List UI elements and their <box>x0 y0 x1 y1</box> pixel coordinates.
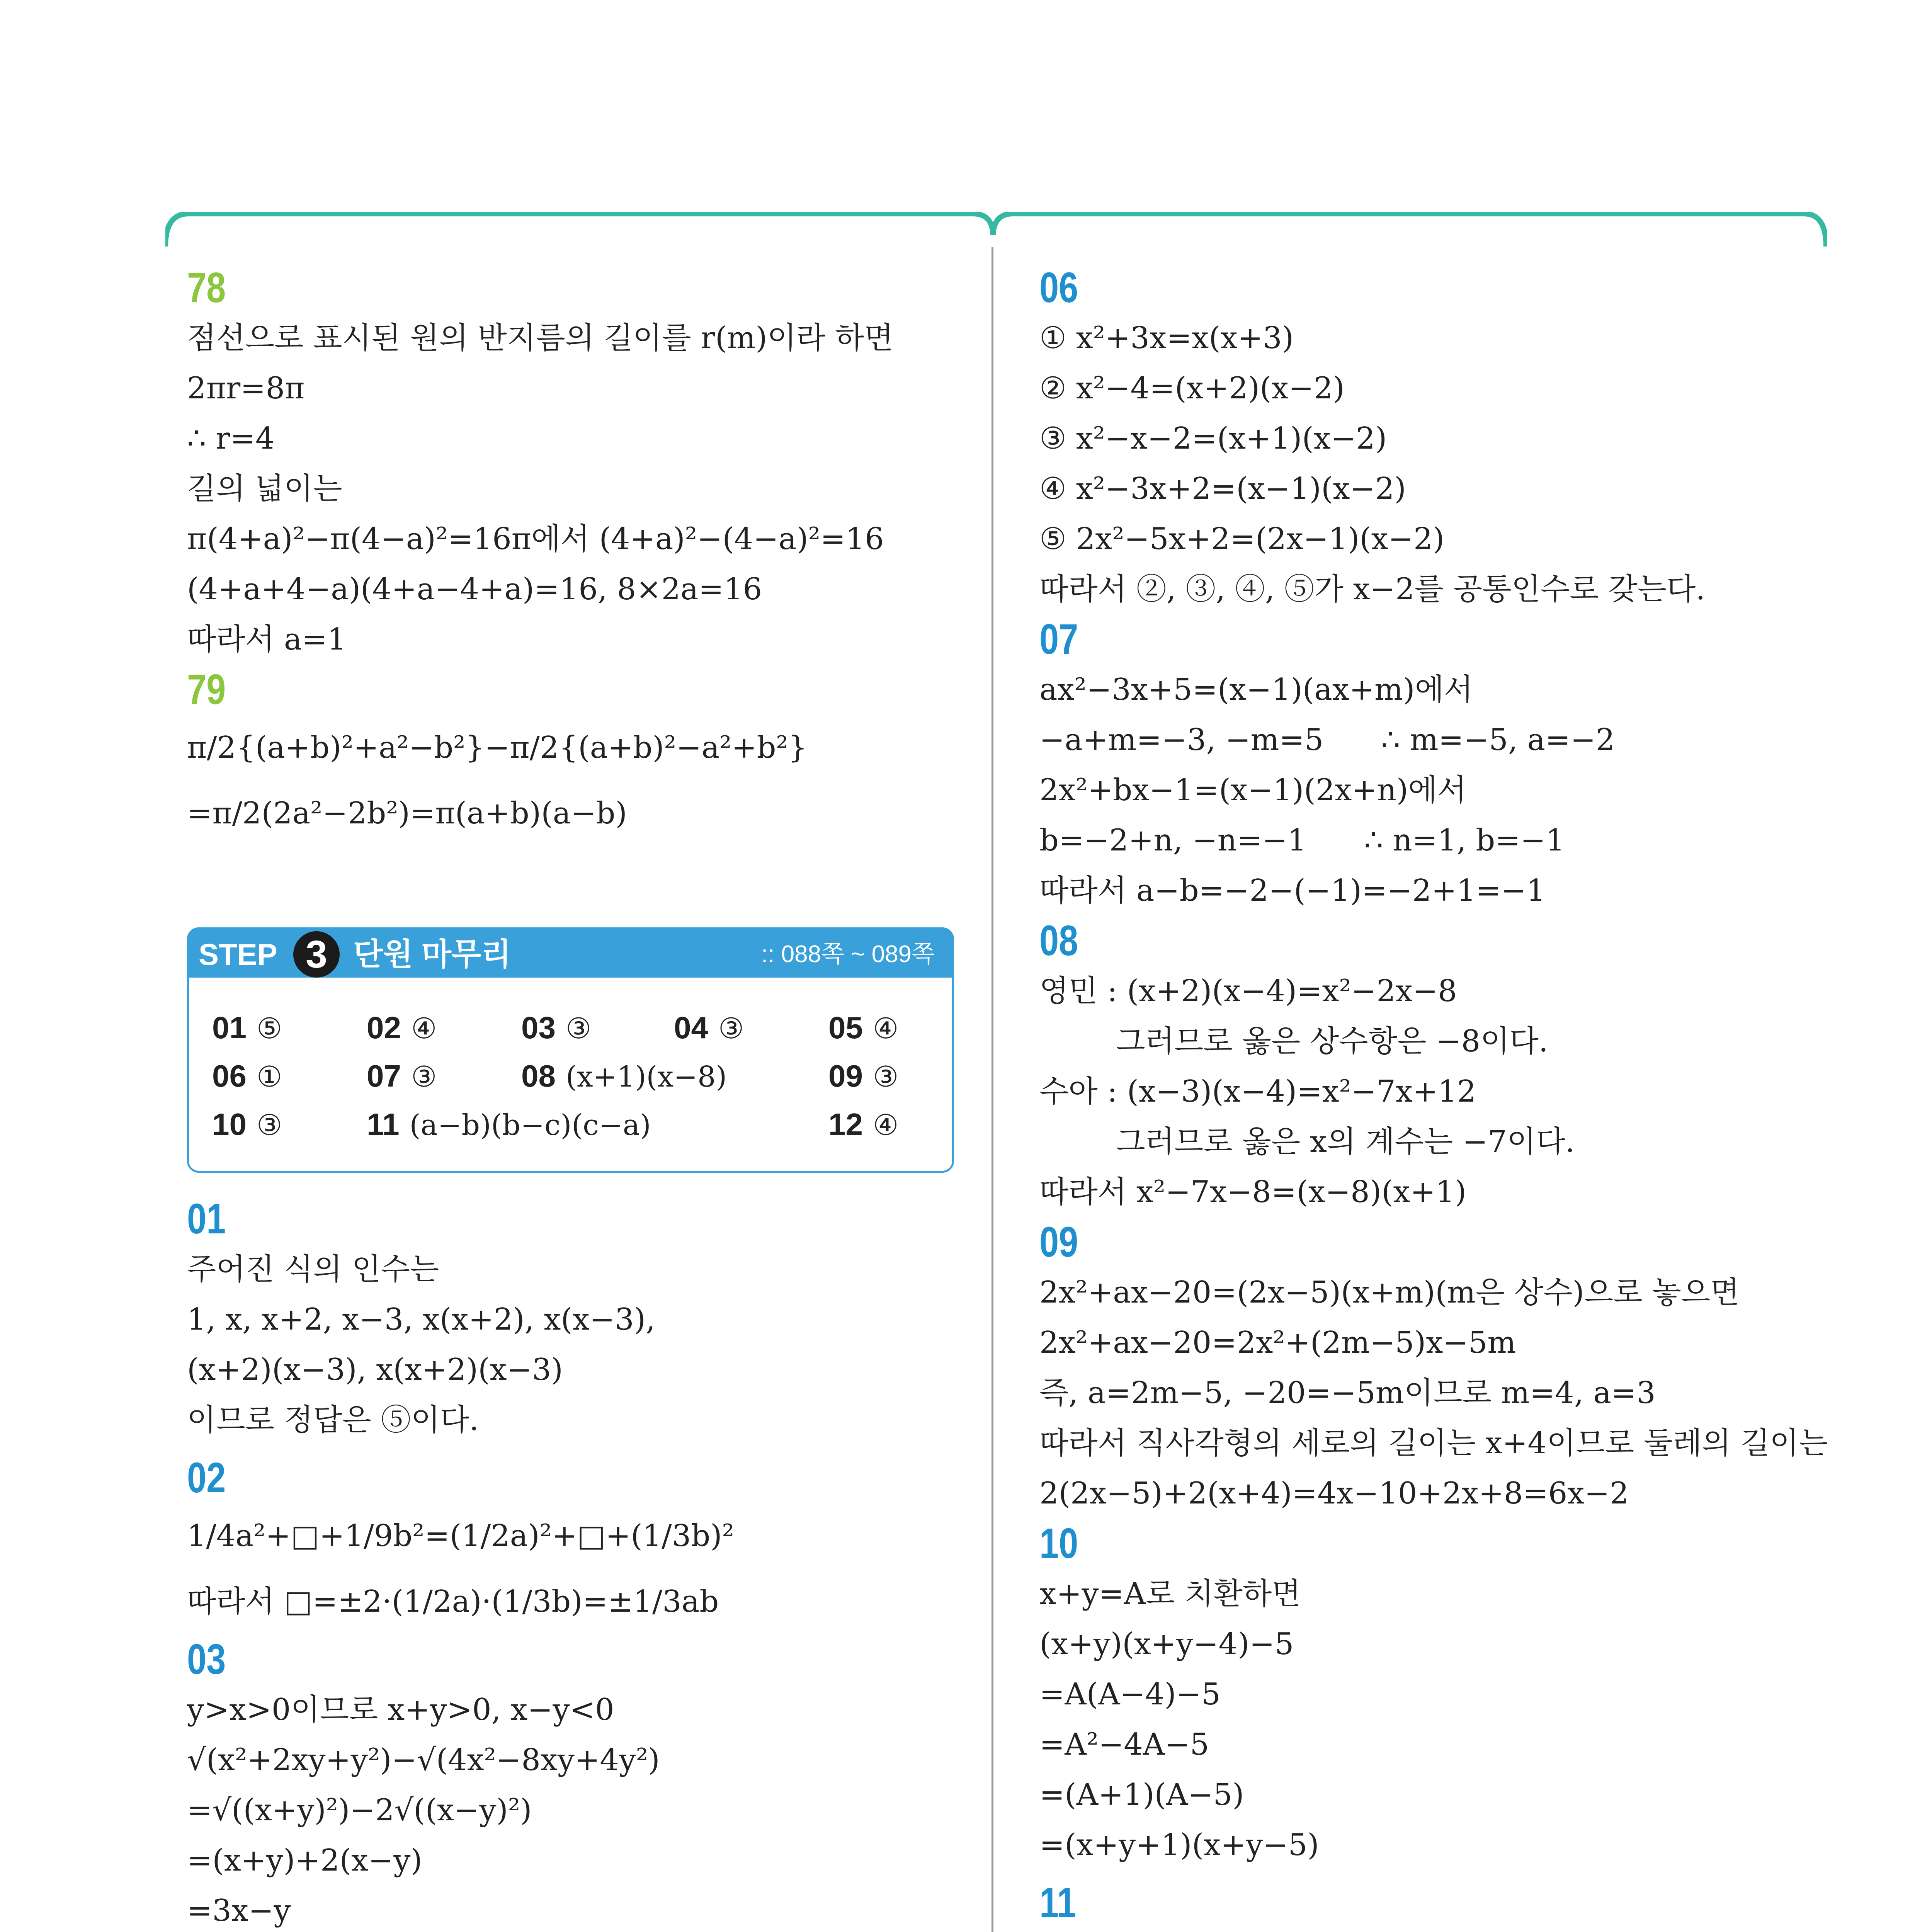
text-line: 따라서 a−b=−2−(−1)=−2+1=−1 <box>1039 873 1546 908</box>
text-line: 따라서 직사각형의 세로의 길이는 x+4이므로 둘레의 길이는 <box>1039 1426 1828 1461</box>
problem-number: 11 <box>1039 1879 1077 1927</box>
text-line: =(x+y)+2(x−y) <box>187 1843 422 1878</box>
text-line: 2x²+ax−20=2x²+(2m−5)x−5m <box>1039 1325 1516 1360</box>
text-line: 2x²+ax−20=(2x−5)(x+m)(m은 상수)으로 놓으면 <box>1039 1275 1740 1310</box>
text-line: =A(A−4)−5 <box>1039 1677 1221 1712</box>
problem-number: 01 <box>187 1195 226 1243</box>
text-line: =√((x+y)²)−2√((x−y)²) <box>187 1793 532 1828</box>
text-line: −a+m=−3, −m=5 ∴ m=−5, a=−2 <box>1039 723 1615 757</box>
text-line: 수아 : (x−3)(x−4)=x²−7x+12 <box>1039 1074 1476 1109</box>
problem-03 <box>187 1634 975 1932</box>
problem-79 <box>187 665 975 846</box>
text-line: ⑤ 2x²−5x+2=(2x−1)(x−2) <box>1039 522 1445 556</box>
problem-78 <box>187 263 975 665</box>
problem-06 <box>1039 263 1828 614</box>
text-line: 길의 넓이는 <box>187 471 342 506</box>
text-line: 2πr=8π <box>187 371 305 406</box>
answer-item: 12 ④ <box>828 1107 899 1142</box>
text-line: x+y=A로 치환하면 <box>1039 1577 1301 1611</box>
column-divider <box>992 247 993 1932</box>
text-line: (x+y)(x+y−4)−5 <box>1039 1627 1294 1662</box>
text-line: 영민 : (x+2)(x−4)=x²−2x−8 <box>1039 974 1457 1009</box>
text-line: 즉, a=2m−5, −20=−5m이므로 m=4, a=3 <box>1039 1376 1656 1410</box>
problem-09 <box>1039 1217 1828 1519</box>
text-line: ③ x²−x−2=(x+1)(x−2) <box>1039 421 1387 456</box>
problem-11 <box>1039 1878 1828 1932</box>
answer-item: 11 (a−b)(b−c)(c−a) <box>367 1107 651 1142</box>
problem-10 <box>1039 1519 1828 1870</box>
answer-item: 09 ③ <box>828 1059 899 1094</box>
text-line: 주어진 식의 인수는 <box>187 1252 439 1287</box>
step-label: STEP <box>199 937 277 971</box>
text-line: =(x+y+1)(x+y−5) <box>1039 1828 1319 1862</box>
problem-number: 09 <box>1039 1218 1078 1266</box>
text-line: π/2{(a+b)²+a²−b²}−π/2{(a+b)²−a²+b²} <box>187 730 808 765</box>
text-line: π(4+a)²−π(4−a)²=16π에서 (4+a)²−(4−a)²=16 <box>187 522 884 556</box>
answer-item: 07 ③ <box>367 1059 437 1094</box>
top-frame-line <box>165 212 1827 247</box>
problem-02 <box>187 1453 975 1634</box>
problem-07 <box>1039 614 1828 916</box>
text-line: ④ x²−3x+2=(x−1)(x−2) <box>1039 471 1406 506</box>
text-line: 따라서 a=1 <box>187 622 347 657</box>
text-line: =(A+1)(A−5) <box>1039 1777 1244 1812</box>
answer-item: 10 ③ <box>212 1107 282 1142</box>
text-line: 그러므로 옳은 상수항은 −8이다. <box>1039 1024 1548 1059</box>
problem-number: 06 <box>1039 264 1078 311</box>
answer-item: 06 ① <box>212 1059 282 1094</box>
text-line: ∴ r=4 <box>187 421 275 456</box>
answer-item: 03 ③ <box>521 1010 592 1045</box>
text-line <box>1039 1928 1828 1932</box>
right-column <box>1039 263 1828 1932</box>
text-line: (4+a+4−a)(4+a−4+a)=16, 8×2a=16 <box>187 572 762 607</box>
text-line: =π/2(2a²−2b²)=π(a+b)(a−b) <box>187 796 627 831</box>
text-line: 2x²+bx−1=(x−1)(2x+n)에서 <box>1039 773 1467 808</box>
text-line: 그러므로 옳은 x의 계수는 −7이다. <box>1039 1124 1575 1159</box>
text-line: ax²−3x+5=(x−1)(ax+m)에서 <box>1039 672 1473 707</box>
text-line: =A²−4A−5 <box>1039 1727 1209 1762</box>
text-line: ① x²+3x=x(x+3) <box>1039 321 1294 355</box>
problem-01 <box>187 1194 975 1445</box>
answer-item: 08 (x+1)(x−8) <box>521 1059 727 1094</box>
text-line: ② x²−4=(x+2)(x−2) <box>1039 371 1345 406</box>
problem-number: 07 <box>1039 616 1078 663</box>
text-line: 따라서 □=±2·(1/2a)·(1/3b)=±1/3ab <box>187 1584 719 1619</box>
problem-number: 08 <box>1039 917 1078 964</box>
step-answer-box <box>187 927 954 1179</box>
problem-number: 78 <box>187 264 226 311</box>
step-title: 단원 마무리 <box>353 937 511 971</box>
text-line: 1, x, x+2, x−3, x(x+2), x(x−3), <box>187 1302 655 1337</box>
step-page-range: :: 088쪽 ~ 089쪽 <box>761 941 935 968</box>
answer-item: 02 ④ <box>367 1010 437 1045</box>
text-line: 1/4a²+□+1/9b²=(1/2a)²+□+(1/3b)² <box>187 1519 734 1553</box>
text-line: 2(2x−5)+2(x+4)=4x−10+2x+8=6x−2 <box>1039 1476 1629 1511</box>
left-column <box>187 263 975 1932</box>
problem-number: 03 <box>187 1636 226 1683</box>
problem-number: 10 <box>1039 1520 1078 1567</box>
answer-grid <box>187 978 954 1173</box>
answer-item: 04 ③ <box>674 1010 744 1045</box>
problem-08 <box>1039 916 1828 1217</box>
text-line: b=−2+n, −n=−1 ∴ n=1, b=−1 <box>1039 823 1565 858</box>
text-line: y>x>0이므로 x+y>0, x−y<0 <box>187 1692 614 1727</box>
answer-item: 01 ⑤ <box>212 1010 282 1045</box>
problem-number: 79 <box>187 666 226 713</box>
text-line: =3x−y <box>187 1893 291 1928</box>
answer-item: 05 ④ <box>828 1010 899 1045</box>
problem-number: 02 <box>187 1454 226 1502</box>
text-line: √(x²+2xy+y²)−√(4x²−8xy+4y²) <box>187 1743 660 1777</box>
step-header <box>187 927 954 981</box>
text-line: 따라서 x²−7x−8=(x−8)(x+1) <box>1039 1175 1467 1209</box>
text-line: 이므로 정답은 ⑤이다. <box>187 1403 479 1437</box>
text-line: (x+2)(x−3), x(x+2)(x−3) <box>187 1352 563 1387</box>
text-line: 따라서 ②, ③, ④, ⑤가 x−2를 공통인수로 갖는다. <box>1039 572 1706 607</box>
step-number-badge: 3 <box>293 931 340 978</box>
text-line: 점선으로 표시된 원의 반지름의 길이를 r(m)이라 하면 <box>187 321 893 355</box>
